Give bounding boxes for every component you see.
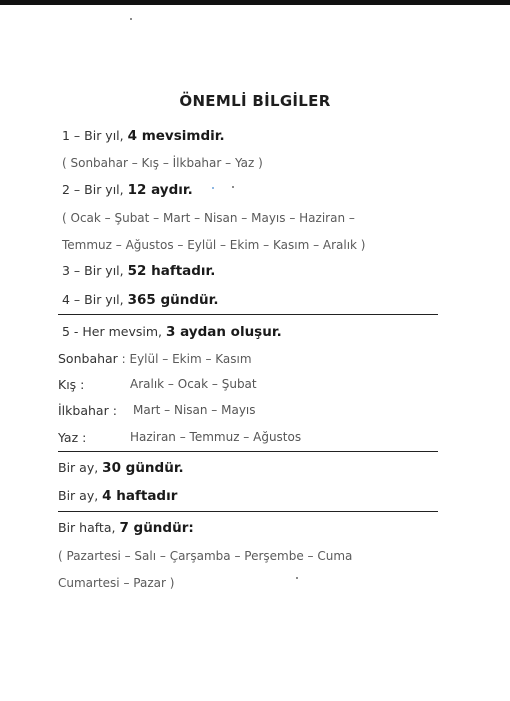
season-row-winter [58,377,358,392]
season-name: Kış : [58,377,85,392]
fact-value: 12 aydır. [127,182,193,198]
season-separator: : [117,352,130,366]
fact-days-per-year [62,292,219,308]
fact-months-per-season [62,324,282,340]
scan-speck [212,187,214,189]
fact-value: 7 gündür: [119,520,194,536]
fact-value: 3 aydan oluşur. [166,324,282,340]
fact-prefix: 3 – Bir yıl, [62,263,128,278]
divider-line [58,314,438,315]
fact-prefix: Bir hafta, [58,520,120,535]
months-list-line-1: ( Ocak – Şubat – Mart – Nisan – Mayıs – Haziran – [62,211,355,225]
fact-value: 30 gündür. [102,460,184,476]
weekdays-list-line-1: ( Pazartesi – Salı – Çarşamba – Perşembe – Cuma [58,549,353,563]
fact-weeks-per-month [58,488,177,504]
page-title: ÖNEMLİ BİLGİLER [179,92,331,110]
fact-months-per-year [62,182,193,198]
seasons-list: ( Sonbahar – Kış – İlkbahar – Yaz ) [62,156,263,170]
season-months: Haziran – Temmuz – Ağustos [130,430,302,444]
season-name: Yaz : [58,430,87,445]
season-name: İlkbahar : [58,403,117,418]
fact-prefix: 4 – Bir yıl, [62,292,128,307]
season-row-spring [58,403,358,418]
fact-days-per-month [58,460,184,476]
scan-speck [296,577,298,579]
season-name: Sonbahar [58,351,118,366]
scan-speck [232,186,234,188]
season-row-summer [58,430,378,445]
fact-days-per-week [58,520,194,536]
fact-weeks-per-year [62,263,215,279]
divider-line [58,511,438,512]
season-months: Aralık – Ocak – Şubat [130,377,257,391]
fact-value: 52 haftadır. [127,263,216,279]
weekdays-list-line-2: Cumartesi – Pazar ) [58,576,175,590]
fact-prefix: Bir ay, [58,460,103,475]
fact-value: 365 gündür. [127,292,219,308]
season-row-autumn [58,351,252,366]
scan-speck [130,18,132,20]
months-list-line-2: Temmuz – Ağustos – Eylül – Ekim – Kasım – Aralık ) [62,238,366,252]
fact-prefix: 1 – Bir yıl, [62,128,128,143]
fact-prefix: Bir ay, [58,488,103,503]
fact-seasons-per-year [62,128,225,144]
fact-value: 4 mevsimdir. [127,128,225,144]
season-months: Mart – Nisan – Mayıs [133,403,256,417]
divider-line [58,451,438,452]
scan-top-border [0,0,510,5]
season-months: Eylül – Ekim – Kasım [129,352,252,366]
fact-prefix: 5 - Her mevsim, [62,324,166,339]
fact-value: 4 haftadır [102,488,178,504]
fact-prefix: 2 – Bir yıl, [62,182,128,197]
